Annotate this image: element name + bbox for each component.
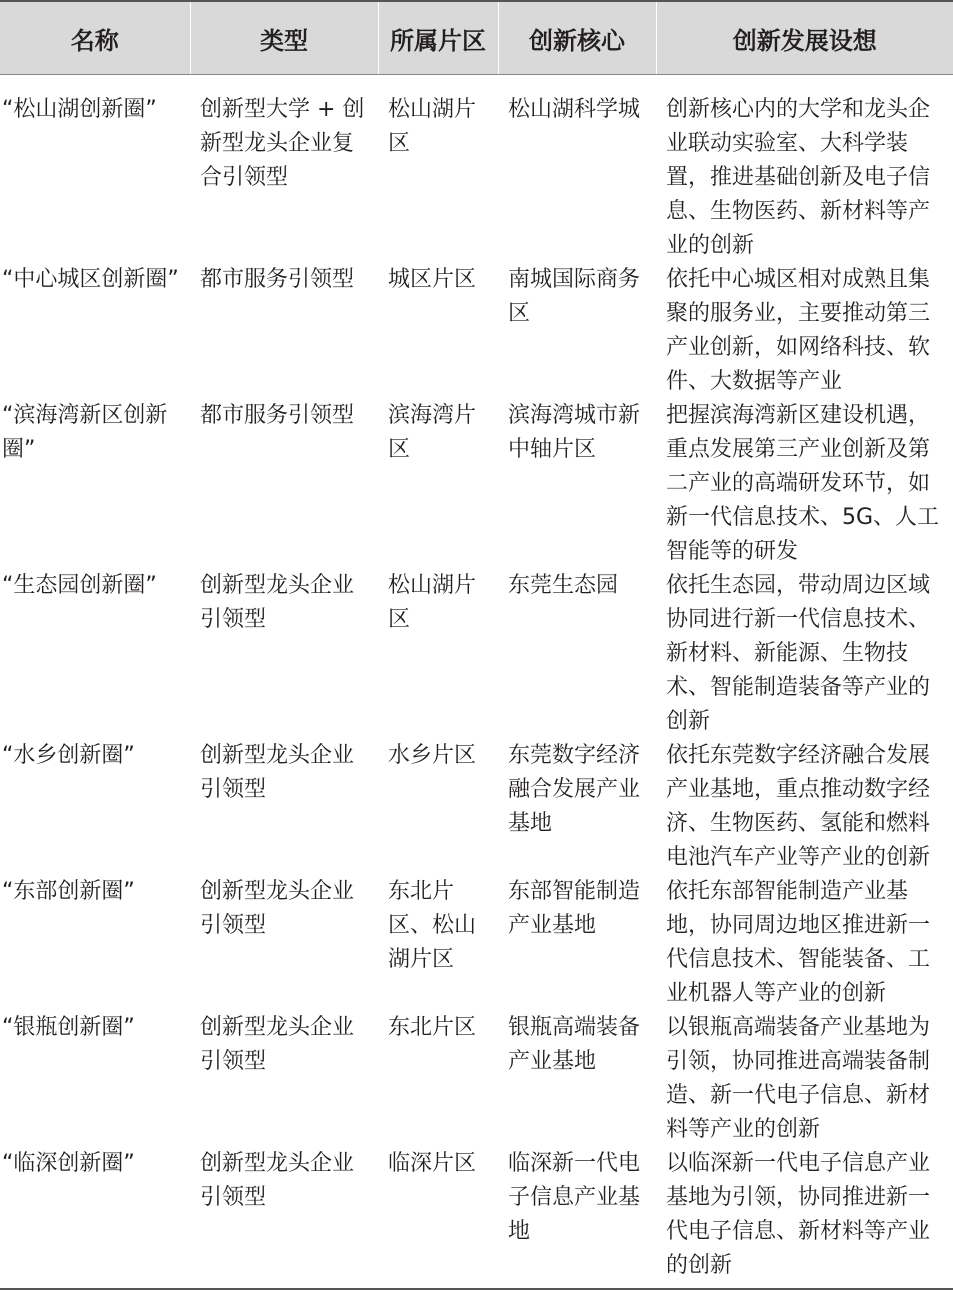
cell-plan: 把握滨海湾新区建设机遇，重点发展第三产业创新及第二产业的高端研发环节，如新一代信息技术、5G、人工智能等的研发 bbox=[666, 403, 940, 564]
cell-core: 临深新一代电子信息产业基地 bbox=[498, 1147, 656, 1289]
table-row bbox=[0, 875, 953, 1011]
cell-type: 都市服务引领型 bbox=[200, 267, 355, 292]
table-row bbox=[0, 75, 953, 264]
header-core: 创新核心 bbox=[498, 1, 656, 75]
cell-name: “松山湖创新圈” bbox=[2, 97, 157, 122]
cell-type: 创新型龙头企业引领型 bbox=[200, 743, 355, 802]
cell-name: “银瓶创新圈” bbox=[2, 1015, 135, 1040]
cell-area: 东北片区 bbox=[388, 1015, 477, 1040]
cell-plan: 以银瓶高端装备产业基地为引领，协同推进高端装备制造、新一代电子信息、新材料等产业的创新 bbox=[666, 1015, 931, 1142]
cell-type: 创新型龙头企业引领型 bbox=[200, 879, 355, 938]
cell-name: “水乡创新圈” bbox=[2, 743, 135, 768]
table-row bbox=[0, 569, 953, 739]
cell-core: 东莞生态园 bbox=[508, 573, 619, 598]
cell-plan: 创新核心内的大学和龙头企业联动实验室、大科学装置，推进基础创新及电子信息、生物医药、新材料等产业的创新 bbox=[666, 97, 931, 258]
cell-type: 创新型大学 + 创新型龙头企业复合引领型 bbox=[200, 97, 365, 190]
table-row bbox=[0, 399, 953, 569]
cell-core: 银瓶高端装备产业基地 bbox=[508, 1015, 641, 1074]
cell-core: 东部智能制造产业基地 bbox=[508, 879, 641, 938]
cell-plan: 依托生态园，带动周边区域协同进行新一代信息技术、新材料、新能源、生物技术、智能制造装备等产业的创新 bbox=[666, 573, 931, 734]
cell-type: 创新型龙头企业引领型 bbox=[200, 573, 355, 632]
cell-area: 城区片区 bbox=[388, 267, 477, 292]
cell-core: 南城国际商务区 bbox=[508, 267, 641, 326]
header-plan: 创新发展设想 bbox=[656, 1, 953, 75]
cell-plan: 以临深新一代电子信息产业基地为引领，协同推进新一代电子信息、新材料等产业的创新 bbox=[656, 1147, 953, 1289]
cell-type: 都市服务引领型 bbox=[200, 403, 355, 428]
cell-plan: 依托东部智能制造产业基地，协同周边地区推进新一代信息技术、智能装备、工业机器人等产业的创新 bbox=[666, 879, 931, 1006]
cell-name: “滨海湾新区创新圈” bbox=[2, 403, 168, 462]
cell-area: 东北片区、松山湖片区 bbox=[388, 879, 477, 972]
cell-area: 临深片区 bbox=[378, 1147, 498, 1289]
header-type: 类型 bbox=[190, 1, 378, 75]
cell-type: 创新型龙头企业引领型 bbox=[190, 1147, 378, 1289]
table-row bbox=[0, 1011, 953, 1147]
header-row bbox=[0, 1, 953, 75]
cell-core: 东莞数字经济融合发展产业基地 bbox=[508, 743, 641, 836]
cell-type: 创新型龙头企业引领型 bbox=[200, 1015, 355, 1074]
table-body bbox=[0, 75, 953, 1290]
table-header bbox=[0, 1, 953, 75]
cell-plan: 依托东莞数字经济融合发展产业基地，重点推动数字经济、生物医药、氢能和燃料电池汽车产业等产业的创新 bbox=[666, 743, 931, 870]
table-row bbox=[0, 263, 953, 399]
header-area: 所属片区 bbox=[378, 1, 498, 75]
table-row bbox=[0, 739, 953, 875]
cell-core: 滨海湾城市新中轴片区 bbox=[508, 403, 641, 462]
table-row bbox=[0, 1147, 953, 1289]
cell-area: 松山湖片区 bbox=[388, 573, 477, 632]
cell-name: “中心城区创新圈” bbox=[2, 267, 179, 292]
cell-name: “临深创新圈” bbox=[0, 1147, 190, 1289]
cell-area: 滨海湾片区 bbox=[388, 403, 477, 462]
header-name: 名称 bbox=[0, 1, 190, 75]
cell-core: 松山湖科学城 bbox=[508, 97, 641, 122]
cell-area: 松山湖片区 bbox=[388, 97, 477, 156]
cell-plan: 依托中心城区相对成熟且集聚的服务业，主要推动第三产业创新，如网络科技、软件、大数据等产业 bbox=[666, 267, 931, 394]
cell-area: 水乡片区 bbox=[388, 743, 477, 768]
cell-name: “生态园创新圈” bbox=[2, 573, 157, 598]
cell-name: “东部创新圈” bbox=[2, 879, 135, 904]
